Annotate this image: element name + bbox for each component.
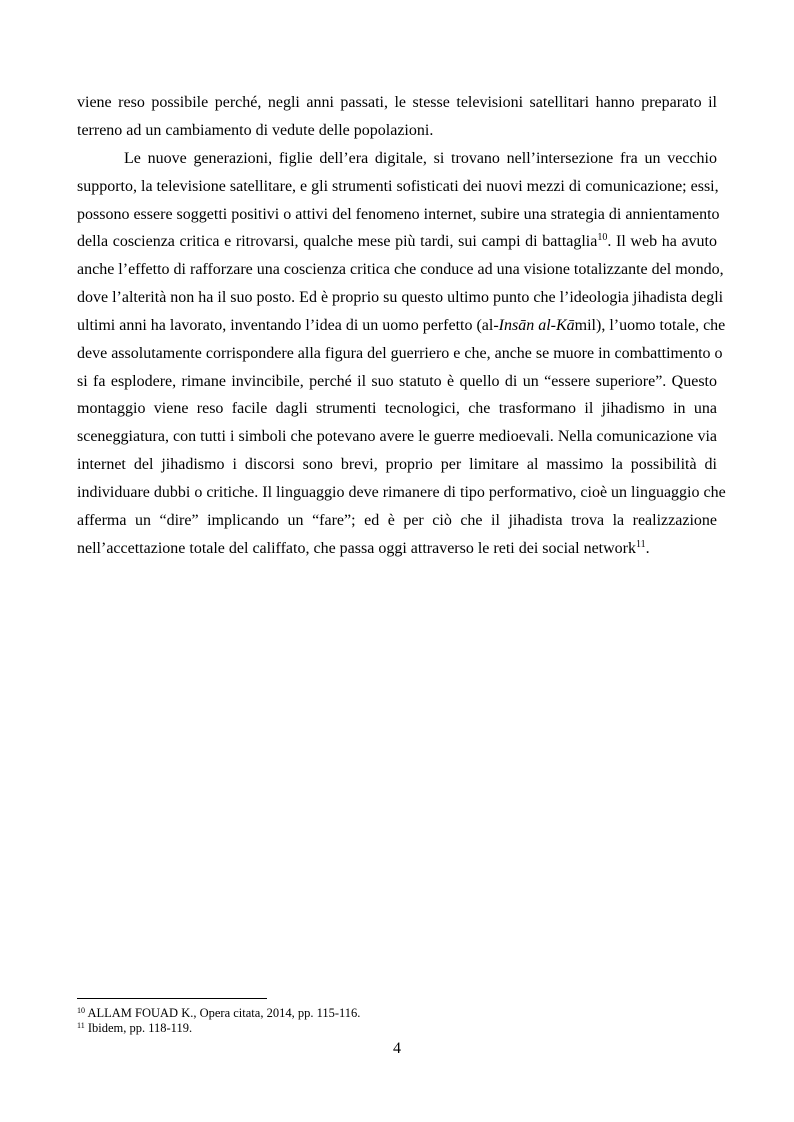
body-text-line: anche l’effetto di rafforzare una coscienza critica che conduce ad una visione totalizzante del mondo, bbox=[77, 261, 724, 278]
body-text-line bbox=[77, 316, 726, 336]
page-number: 4 bbox=[393, 1040, 401, 1057]
footnote-number: 11 bbox=[77, 1021, 85, 1030]
footnote-text: Ibidem, pp. 118-119. bbox=[87, 1021, 193, 1035]
body-text-line: sceneggiatura, con tutti i simboli che potevano avere le guerre medioevali. Nella comunicazione via bbox=[77, 428, 717, 445]
italic-term: Insān al-Kā bbox=[498, 317, 575, 334]
footnote-number: 10 bbox=[77, 1006, 85, 1015]
body-text-line: deve assolutamente corrispondere alla figura del guerriero e che, anche se muore in combattimento o bbox=[77, 345, 723, 362]
text-segment: mil), l’uomo totale, che bbox=[574, 317, 726, 334]
text-segment: della coscienza critica e ritrovarsi, qualche mese più tardi, sui campi di battaglia bbox=[77, 233, 598, 250]
footnote-separator bbox=[77, 998, 267, 999]
body-text-line: individuare dubbi o critiche. Il linguaggio deve rimanere di tipo performativo, cioè un linguaggio che bbox=[77, 484, 726, 501]
body-text-line bbox=[77, 232, 717, 252]
footnote-11 bbox=[77, 1021, 192, 1036]
footnote-10 bbox=[77, 1006, 360, 1021]
text-segment: . Il web ha avuto bbox=[607, 233, 717, 250]
body-text-line: viene reso possibile perché, negli anni passati, le stesse televisioni satellitari hanno preparato il bbox=[77, 94, 717, 111]
body-text-line: terreno ad un cambiamento di vedute delle popolazioni. bbox=[77, 122, 434, 139]
text-segment: . bbox=[645, 540, 650, 557]
body-text-line: dove l’alterità non ha il suo posto. Ed è proprio su questo ultimo punto che l’ideologia jihadista degli bbox=[77, 289, 724, 306]
body-text-line: supporto, la televisione satellitare, e gli strumenti sofisticati dei nuovi mezzi di comunicazione; essi, bbox=[77, 178, 719, 195]
body-text-line: afferma un “dire” implicando un “fare”; ed è per ciò che il jihadista trova la realizzazione bbox=[77, 512, 717, 529]
text-segment: ultimi anni ha lavorato, inventando l’idea di un uomo perfetto (al- bbox=[77, 317, 499, 334]
body-text-line: si fa esplodere, rimane invincibile, perché il suo statuto è quello di un “essere superiore”. Questo bbox=[77, 373, 717, 390]
body-text-line: possono essere soggetti positivi o attivi del fenomeno internet, subire una strategia di annientamento bbox=[77, 206, 720, 223]
footnote-ref-10[interactable]: 10 bbox=[597, 232, 608, 243]
body-text-line: Le nuove generazioni, figlie dell’era digitale, si trovano nell’intersezione fra un vecchio bbox=[124, 150, 717, 167]
footnote-ref-11[interactable]: 11 bbox=[636, 539, 646, 550]
footnote-text: ALLAM FOUAD K., Opera citata, 2014, pp. 115-116. bbox=[87, 1006, 361, 1020]
body-text-line bbox=[77, 539, 717, 559]
body-text-line: montaggio viene reso facile dagli strumenti tecnologici, che trasformano il jihadismo in una bbox=[77, 400, 717, 417]
body-text-line: internet del jihadismo i discorsi sono brevi, proprio per limitare al massimo la possibilità di bbox=[77, 456, 717, 473]
text-segment: nell’accettazione totale del califfato, che passa oggi attraverso le reti dei social network bbox=[77, 540, 637, 557]
